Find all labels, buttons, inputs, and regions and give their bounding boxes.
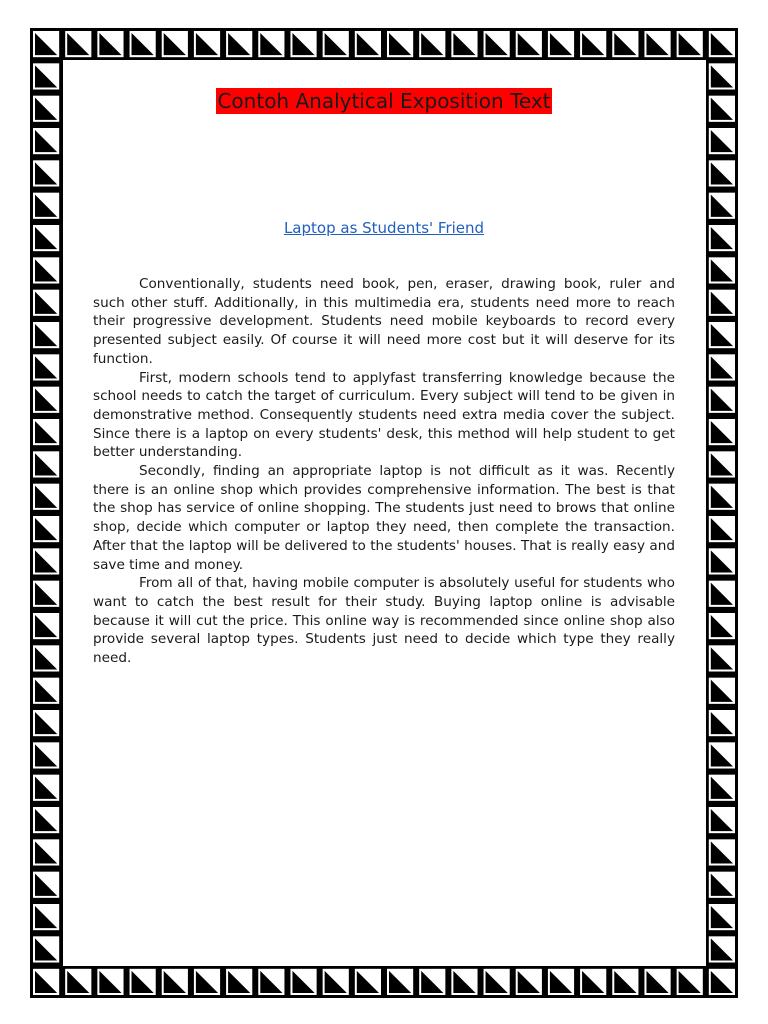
border-tile bbox=[33, 678, 59, 704]
border-tile bbox=[709, 31, 735, 57]
paragraph-2: First, modern schools tend to applyfast transferring knowledge because the school needs to catch the target of curriculum. Every subject will tend to be given in demonstrative method. Consequently students need extra media cover the subject. Since there is a laptop on every students' desk, this method will help student to get better understanding. bbox=[93, 369, 675, 461]
border-tile bbox=[33, 710, 59, 736]
border-tile bbox=[97, 969, 123, 995]
border-tile bbox=[33, 160, 59, 186]
border-tile bbox=[323, 31, 349, 57]
border-tile bbox=[33, 645, 59, 671]
border-tile bbox=[709, 839, 735, 865]
border-tile bbox=[33, 322, 59, 348]
border-tile bbox=[33, 128, 59, 154]
border-tile bbox=[290, 969, 316, 995]
border-tile bbox=[33, 872, 59, 898]
border-tile bbox=[709, 904, 735, 930]
border-tile bbox=[709, 290, 735, 316]
border-tile bbox=[33, 516, 59, 542]
border-tile bbox=[33, 839, 59, 865]
border-tile bbox=[709, 484, 735, 510]
border-tile bbox=[65, 969, 91, 995]
border-tile bbox=[548, 969, 574, 995]
border-tile bbox=[580, 31, 606, 57]
border-tile bbox=[709, 160, 735, 186]
border-tile bbox=[709, 193, 735, 219]
border-tile bbox=[33, 257, 59, 283]
border-tile bbox=[130, 969, 156, 995]
border-tile bbox=[709, 354, 735, 380]
border-tile bbox=[709, 516, 735, 542]
border-tile bbox=[612, 969, 638, 995]
border-tile bbox=[709, 678, 735, 704]
border-tile bbox=[33, 742, 59, 768]
border-tile bbox=[33, 484, 59, 510]
border-tile bbox=[709, 581, 735, 607]
border-tile bbox=[548, 31, 574, 57]
paragraph-1: Conventionally, students need book, pen, eraser, drawing book, ruler and such other stuff. Additionally, in this multimedia era, students need more to reach their progressive development. Students need mobile keyboards to record every presented subject easily. Of course it will need more cost but it will deserve for its function. bbox=[93, 276, 675, 367]
border-tile bbox=[97, 31, 123, 57]
border-tile bbox=[709, 872, 735, 898]
border-tile bbox=[709, 969, 735, 995]
border-tile bbox=[130, 31, 156, 57]
border-tile bbox=[580, 969, 606, 995]
border-tile bbox=[709, 936, 735, 962]
document-title: Contoh Analytical Exposition Text bbox=[217, 89, 551, 113]
title-container bbox=[0, 88, 768, 114]
border-tile bbox=[33, 581, 59, 607]
border-tile bbox=[644, 969, 670, 995]
border-tile bbox=[33, 451, 59, 477]
border-tile bbox=[65, 31, 91, 57]
subtitle-container bbox=[0, 218, 768, 238]
border-tile bbox=[387, 31, 413, 57]
border-tile bbox=[194, 969, 220, 995]
border-tile bbox=[355, 31, 381, 57]
border-tile bbox=[33, 290, 59, 316]
border-tile bbox=[709, 257, 735, 283]
border-tile bbox=[33, 969, 59, 995]
border-tile bbox=[387, 969, 413, 995]
document-body bbox=[93, 275, 675, 668]
paragraph-4: From all of that, having mobile computer is absolutely useful for students who want to catch the best result for their study. Buying laptop online is advisable because it will cut the price. This online way is recommended since online shop also provide several laptop types. Students just need to decide which type they really need. bbox=[93, 575, 675, 667]
border-tile bbox=[709, 548, 735, 574]
border-tile bbox=[709, 775, 735, 801]
border-tile bbox=[33, 63, 59, 89]
border-tile bbox=[33, 419, 59, 445]
border-tile bbox=[323, 969, 349, 995]
border-tile bbox=[194, 31, 220, 57]
border-tile bbox=[451, 31, 477, 57]
border-tile bbox=[709, 63, 735, 89]
border-tile bbox=[644, 31, 670, 57]
border-tile bbox=[484, 31, 510, 57]
border-tile bbox=[516, 31, 542, 57]
border-tile bbox=[612, 31, 638, 57]
paragraph-3: Secondly, finding an appropriate laptop is not difficult as it was. Recently there is an online shop which provides comprehensive information. The best is that the shop has service of online shopping. The students just need to brows that online shop, decide which computer or laptop they need, then complete the transaction. After that the laptop will be delivered to the students' houses. That is really easy and save time and money. bbox=[93, 463, 675, 573]
border-tile bbox=[258, 31, 284, 57]
border-tile bbox=[709, 451, 735, 477]
border-tile bbox=[419, 31, 445, 57]
border-tile bbox=[709, 387, 735, 413]
border-tile bbox=[677, 969, 703, 995]
border-tile bbox=[226, 31, 252, 57]
border-tile bbox=[451, 969, 477, 995]
border-tile bbox=[419, 969, 445, 995]
border-tile bbox=[709, 710, 735, 736]
border-tile bbox=[162, 969, 188, 995]
border-tile bbox=[33, 775, 59, 801]
border-tile bbox=[33, 613, 59, 639]
border-tile bbox=[290, 31, 316, 57]
border-tile bbox=[709, 742, 735, 768]
border-tile bbox=[709, 613, 735, 639]
document-subtitle-link[interactable]: Laptop as Students' Friend bbox=[283, 219, 485, 237]
border-tile bbox=[33, 936, 59, 962]
border-tile bbox=[226, 969, 252, 995]
border-tile bbox=[33, 904, 59, 930]
border-tile bbox=[33, 387, 59, 413]
border-tile bbox=[709, 419, 735, 445]
border-tile bbox=[709, 322, 735, 348]
border-tile bbox=[677, 31, 703, 57]
border-tile bbox=[162, 31, 188, 57]
border-tile bbox=[33, 548, 59, 574]
border-tile bbox=[33, 807, 59, 833]
border-tile bbox=[258, 969, 284, 995]
border-tile bbox=[33, 193, 59, 219]
border-tile bbox=[484, 969, 510, 995]
border-tile bbox=[33, 31, 59, 57]
border-tile bbox=[516, 969, 542, 995]
border-tile bbox=[355, 969, 381, 995]
border-tile bbox=[709, 807, 735, 833]
border-tile bbox=[709, 645, 735, 671]
border-tile bbox=[33, 354, 59, 380]
border-tile bbox=[709, 128, 735, 154]
